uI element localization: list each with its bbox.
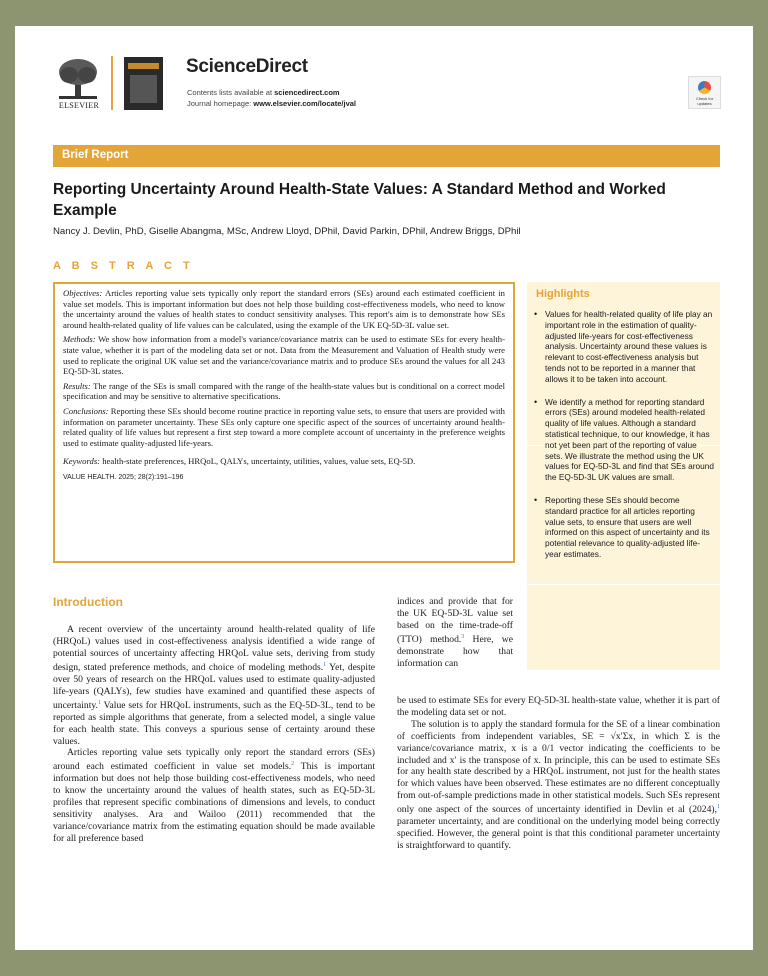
journal-homepage-line: Journal homepage: www.elsevier.com/locate/jval [187, 99, 356, 108]
abstract-conclusions: Conclusions: Reporting these SEs should become routine practice in reporting value sets, to ensure that users are provided with information on parameter uncertainty. These SEs only capture one specific aspect of the sources of uncertainty around health-related quality of life values but represent a first step toward a more complete account of uncertainty in the preference weights used to estimate quality-adjusted life-years. [63, 405, 505, 448]
article-title: Reporting Uncertainty Around Health-State Values: A Standard Method and Worked Example [53, 181, 666, 219]
paragraph: The solution is to apply the standard formula for the SE of a linear combination of coefficients from independent variables, SE = √x′Σx, in which Σ is the variance/covariance matrix, x is a 0/1 vector indicating the coefficients to be included and x′ is the transpose of x. In principle, this can be used to estimate SEs for any health state described by a HRQoL instrument, not just for the health states for which values have been observed. These estimates are no different conceptually from out-of-sample predictions made in other statistical models. Such SEs represent only one aspect of the sources of uncertainty identified in Devlin et al (2024),$^1$ parameter uncertainty, and are conditional on the underlying model being correctly specified. However, the general point is that this conditional parameter uncertainty is straightforward to quantify. [397, 718, 720, 852]
highlights-list [534, 309, 714, 572]
check-for-updates-badge[interactable]: Check for updates [688, 76, 721, 109]
contents-line: Contents lists available at sciencedirect.com [187, 88, 340, 97]
body-column-right-top [397, 596, 513, 670]
elsevier-logo[interactable] [53, 58, 103, 110]
journal-homepage-link[interactable]: www.elsevier.com/locate/jval [253, 99, 356, 108]
highlight-item: • Values for health-related quality of life play an important role in the estimation of quality-adjusted life-years for cost-effectiveness analysis. Uncertainty around these values is relevant to cost-effectiveness analysis but tends not to be reported in a manner that allows it to be taken into account. [534, 309, 714, 385]
reference-link[interactable]: 1 [717, 804, 720, 811]
abstract-methods: Methods: We show how information from a model's variance/covariance matrix can be used to estimate SEs for every health-state value, whether it is part of the modeling data set or not. Data from the Measurement and Valuation of Health study were used to replicate the original UK value set and the variance/covariance matrix and to produce SEs around the values for all 243 EQ-5D-3L states. [63, 334, 505, 377]
abstract-results: Results: The range of the SEs is small compared with the range of the health-state values but is conditional on a correct model specification and may be sensitive to alternative specifications. [63, 380, 505, 402]
body-column-right [397, 695, 720, 852]
paragraph: A recent overview of the uncertainty around health-related quality of life (HRQoL) values used in cost-effectiveness analysis identified a wide range of potential sources of uncertainty affecting HRQoL value sets, deriving from study design, stated preference methods, and choice of modeling methods.$^1$ Yet, despite over 50 years of research on the HRQoL values used to estimate quality-adjusted life-years (QALYs), few studies have examined and quantified these aspects of uncertainty.$^1$ Value sets for HRQoL instruments, such as the EQ-5D-3L, tend to be reported as simple algorithms that generate, from a selected model, a single value for each health state. This conveys a spurious sense of certainty around these values. [53, 624, 375, 747]
article-page [15, 26, 753, 950]
tree-icon [57, 58, 99, 100]
reference-link[interactable]: 1 [97, 699, 101, 706]
paragraph: be used to estimate SEs for every EQ-5D-3L health-state value, whether it is part of the modeling data set or not. [397, 695, 720, 718]
journal-citation: VALUE HEALTH. 2025; 28(2):191–196 [63, 473, 184, 481]
paragraph: indices and provide that for the UK EQ-5D-3L value set based on the time-trade-off (TTO) method.$^3$ Here, we demonstrate how that information can [397, 596, 513, 669]
abstract-heading: A B S T R A C T [53, 260, 194, 272]
abstract-objectives: Objectives: Articles reporting value sets typically only report the standard errors (SEs) around each estimated coefficient in value set models. This is important information but does not help those building cost-effectiveness models, who need to know the uncertainty around the values of health states to conduct sensitivity analyses. This report's aim is to demonstrate how SEs around health-related quality of life values can be calculated, using the example of the UK EQ-5D-3L value set. [63, 288, 505, 330]
publisher-name: ELSEVIER [58, 101, 100, 110]
reference-link[interactable]: 1 [323, 661, 327, 668]
highlights-panel [527, 282, 720, 670]
body-column-left [53, 624, 375, 845]
abstract-box [53, 282, 515, 563]
highlight-item: • Reporting these SEs should become standard practice for all articles reporting value sets, to ensure that users are well informed on this aspect of uncertainty and its potential relevance to quality-adjusted life-year estimates. [534, 495, 714, 560]
paragraph: Articles reporting value sets typically only report the standard errors (SEs) around each estimated coefficient in value set models.$^2$ This is important information but does not help those building cost-effectiveness models, who need to know the uncertainty around the values of health states, such as EQ-5D-3L profiles that represent specific combinations of dimensions and levels, to conduct sensitivity analyses. Ara and Wailoo (2011) recommended that the variance/covariance matrix from the estimating equation should be made available for all preference based [53, 747, 375, 844]
reference-link[interactable]: 2 [291, 761, 295, 768]
header-divider [111, 56, 113, 110]
author-list: Nancy J. Devlin, PhD, Giselle Abangma, MSc, Andrew Lloyd, DPhil, David Parkin, DPhil, Andrew Briggs, DPhil [53, 226, 521, 237]
highlight-item: • We identify a method for reporting standard errors (SEs) around modeled health-related quality of life values. Although a standard statistical technique, to our knowledge, it has not yet been part of the reporting of value sets. We illustrate the method using the UK values for EQ-5D-3L and find that SEs around the EQ-5D-3L UK values are small. [534, 397, 714, 483]
highlights-divider [527, 584, 720, 585]
highlights-heading: Highlights [536, 288, 590, 300]
abstract-keywords: Keywords: health-state preferences, HRQoL, QALYs, uncertainty, utilities, values, value sets, EQ-5D. [63, 456, 416, 467]
sciencedirect-link[interactable]: sciencedirect.com [274, 88, 340, 97]
article-type-label: Brief Report [62, 149, 129, 161]
reference-link[interactable]: 3 [461, 633, 465, 640]
article-type-bar [53, 145, 720, 167]
introduction-heading: Introduction [53, 595, 123, 609]
site-title[interactable]: ScienceDirect [186, 56, 308, 77]
check-updates-icon [698, 81, 711, 94]
journal-cover-image[interactable] [124, 57, 163, 110]
